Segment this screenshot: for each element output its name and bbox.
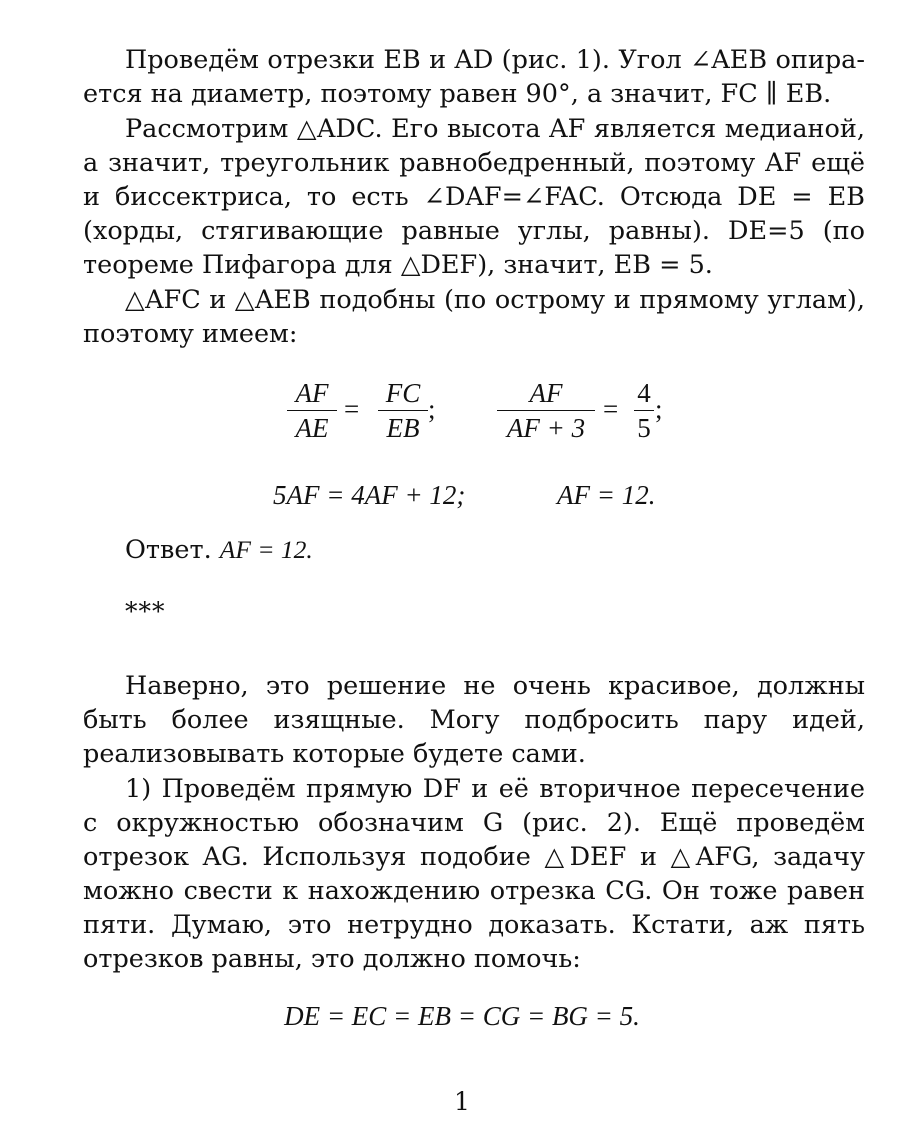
equals-sign: = <box>344 394 360 424</box>
equation-right: AF = 12. <box>557 480 656 510</box>
equals-sign-2: = <box>603 394 619 424</box>
fraction-af-ae: AF AE <box>287 378 337 443</box>
paragraph-2: Рассмотрим △ADC. Его высота AF является медианой, а значит, треугольник равнобедренный, поэтому AF ещё и биссектриса, то есть ∠DAF=∠FAC. Отсюда DE = EB (хорды, стягивающие равные углы, равны). DE=5 (по теореме Пифагора для △DEF), значит, EB = 5. <box>83 114 865 280</box>
semicolon-2: ; <box>655 394 663 424</box>
fraction-fc-eb: FC EB <box>378 378 428 443</box>
fraction-4-5: 4 5 <box>634 378 654 443</box>
paragraph-1: Проведём отрезки EB и AD (рис. 1). Угол ∠AEB опирается на диаметр, поэтому равен 90°, а значит, FC ∥ EB. <box>83 45 865 109</box>
section-separator: *** <box>125 597 166 626</box>
paragraph-4: Наверно, это решение не очень красивое, должны быть более изящные. Могу подбросить пару идей, реализовывать которые будете сами. <box>83 671 865 769</box>
text-block-bottom <box>83 669 865 976</box>
paragraph-3: △AFC и △AEB подобны (по острому и прямому углам), поэтому имеем: <box>83 285 865 349</box>
fraction-af-af3: AF AF + 3 <box>497 378 595 443</box>
semicolon: ; <box>428 394 436 424</box>
answer-value: AF = 12. <box>219 535 313 564</box>
equation-linear <box>0 480 924 516</box>
equation-equalities: DE = EC = EB = CG = BG = 5. <box>284 1001 640 1031</box>
text-block-top <box>83 43 865 351</box>
paragraph-5: 1) Проведём прямую DF и её вторичное пересечение с окружностью обозначим G (рис. 2). Ещё проведём отрезок AG. Используя подобие △DEF и △AFG, задачу можно свести к нахождению отрезка CG. Он тоже равен пяти. Думаю, это нетрудно доказать. Кстати, аж пять отрезков равны, это должно помочь: <box>83 774 865 974</box>
equation-fractions <box>0 378 924 448</box>
answer-line <box>125 533 313 567</box>
equation-left: 5AF = 4AF + 12; <box>273 480 466 510</box>
page-number: 1 <box>454 1087 470 1116</box>
answer-label: Ответ. <box>125 535 212 565</box>
